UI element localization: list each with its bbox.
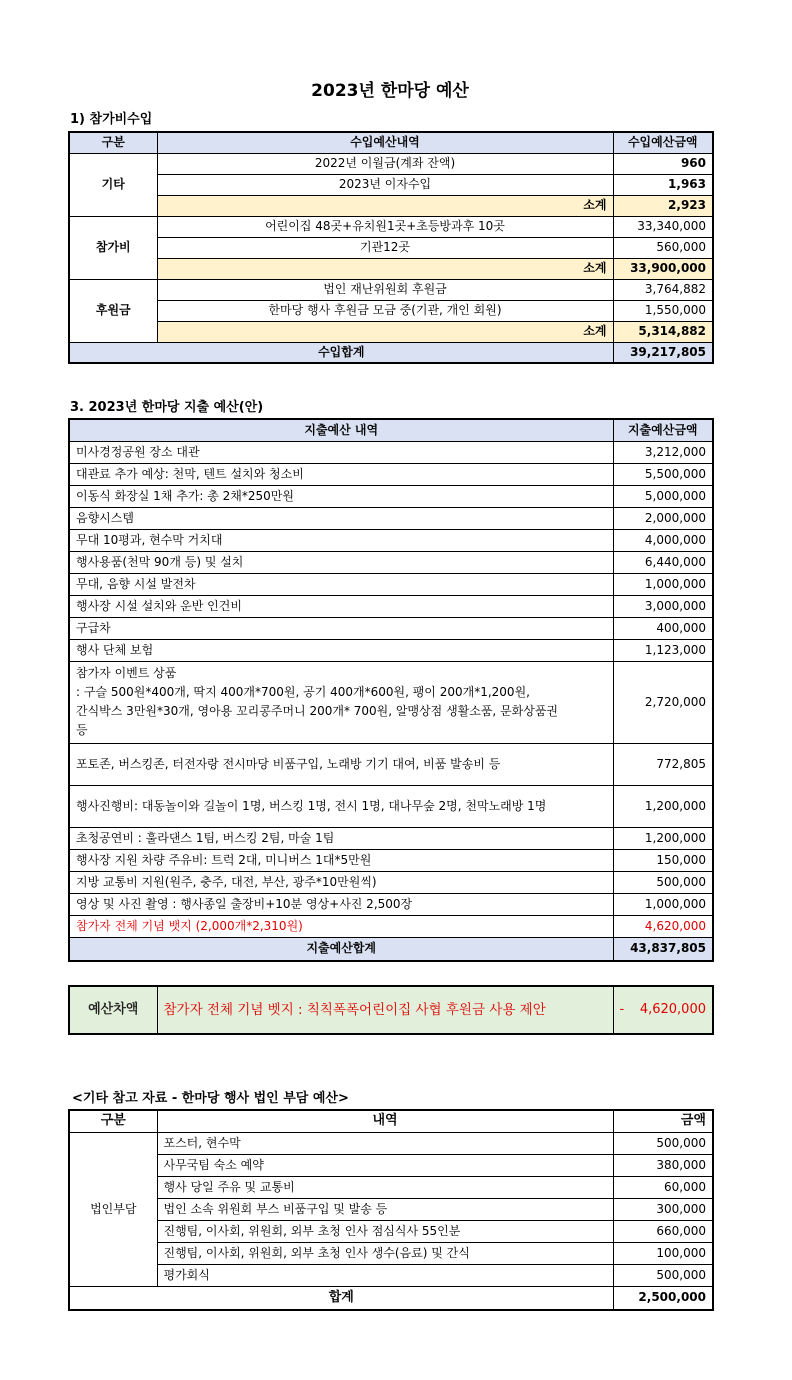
expense-table — [68, 418, 714, 962]
expense-desc: 행사진행비: 대동놀이와 길놀이 1명, 버스킹 1명, 전시 1명, 대나무숲 2명, 천막노래방 1명 — [69, 785, 613, 827]
table-row — [69, 507, 713, 529]
income-amount: 33,340,000 — [613, 216, 713, 237]
expense-amount: 500,000 — [613, 871, 713, 893]
table-row — [69, 1154, 713, 1176]
expense-desc: 참가자 전체 기념 뱃지 (2,000개*2,310원) — [69, 915, 613, 937]
table-row — [69, 573, 713, 595]
subtotal-label: 소계 — [157, 258, 613, 279]
corporate-amount: 380,000 — [613, 1154, 713, 1176]
expense-desc-line: : 구슬 500원*400개, 딱지 400개*700원, 공기 400개*600원, 팽이 200개*1,200원, — [76, 685, 530, 699]
table-row — [69, 595, 713, 617]
expense-amount: 400,000 — [613, 617, 713, 639]
expense-amount: 2,720,000 — [613, 661, 713, 743]
expense-desc: 이동식 화장실 1채 추가: 총 2채*250만원 — [69, 485, 613, 507]
corporate-desc: 진행팀, 이사회, 위원회, 외부 초청 인사 점심식사 55인분 — [157, 1220, 613, 1242]
expense-amount: 3,000,000 — [613, 595, 713, 617]
expense-desc-line: 간식박스 3만원*30개, 영아용 꼬리콩주머니 200개* 700원, 알맹상점 생활소품, 문화상품권 — [76, 704, 559, 718]
income-heading: 1) 참가비수입 — [70, 112, 153, 127]
difference-amount: 4,620,000 — [639, 1001, 706, 1017]
table-row — [69, 743, 713, 785]
income-desc: 2023년 이자수입 — [157, 174, 613, 195]
income-desc: 법인 재난위원회 후원금 — [157, 279, 613, 300]
expense-amount: 1,123,000 — [613, 639, 713, 661]
difference-label: 예산차액 — [69, 986, 157, 1034]
corporate-header-category: 구분 — [69, 1110, 157, 1132]
corporate-desc: 행사 당일 주유 및 교통비 — [157, 1176, 613, 1198]
expense-desc — [69, 661, 613, 743]
table-row — [69, 300, 713, 321]
expense-amount: 4,620,000 — [613, 915, 713, 937]
page-title: 2023년 한마당 예산 — [311, 81, 469, 101]
expense-header-desc: 지출예산 내역 — [69, 419, 613, 441]
subtotal-amount: 33,900,000 — [613, 258, 713, 279]
expense-header-amount: 지출예산금액 — [613, 419, 713, 441]
expense-amount: 772,805 — [613, 743, 713, 785]
corporate-header-amount: 금액 — [613, 1110, 713, 1132]
expense-desc: 음향시스템 — [69, 507, 613, 529]
subtotal-row — [69, 258, 713, 279]
expense-amount: 4,000,000 — [613, 529, 713, 551]
expense-desc: 행사용품(천막 90개 등) 및 설치 — [69, 551, 613, 573]
income-amount: 1,550,000 — [613, 300, 713, 321]
expense-desc: 미사경정공원 장소 대관 — [69, 441, 613, 463]
subtotal-amount: 2,923 — [613, 195, 713, 216]
table-row — [69, 1198, 713, 1220]
table-row — [69, 1132, 713, 1154]
table-row — [69, 529, 713, 551]
table-row — [69, 1242, 713, 1264]
income-amount: 1,963 — [613, 174, 713, 195]
difference-table — [68, 985, 714, 1035]
expense-total-label: 지출예산합계 — [69, 937, 613, 961]
table-row — [69, 279, 713, 300]
expense-desc-line: 참가자 이벤트 상품 — [76, 666, 177, 680]
corporate-total-row — [69, 1286, 713, 1310]
expense-desc: 초청공연비 : 훌라댄스 1팀, 버스킹 2팀, 마술 1팀 — [69, 827, 613, 849]
table-row — [69, 237, 713, 258]
table-row — [69, 785, 713, 827]
subtotal-label: 소계 — [157, 195, 613, 216]
income-table — [68, 131, 714, 364]
table-row — [69, 551, 713, 573]
corporate-desc: 진행팀, 이사회, 위원회, 외부 초청 인사 생수(음료) 및 간식 — [157, 1242, 613, 1264]
subtotal-label: 소계 — [157, 321, 613, 342]
expense-amount: 3,212,000 — [613, 441, 713, 463]
table-row — [69, 174, 713, 195]
expense-heading: 3. 2023년 한마당 지출 예산(안) — [70, 400, 264, 415]
subtotal-amount: 5,314,882 — [613, 321, 713, 342]
expense-amount: 5,500,000 — [613, 463, 713, 485]
income-amount: 960 — [613, 153, 713, 174]
table-row — [69, 661, 713, 743]
corporate-amount: 500,000 — [613, 1264, 713, 1286]
income-total-amount: 39,217,805 — [613, 342, 713, 363]
income-total-row — [69, 342, 713, 363]
income-category: 후원금 — [69, 279, 157, 342]
income-amount: 3,764,882 — [613, 279, 713, 300]
income-header-amount: 수입예산금액 — [613, 132, 713, 153]
table-row — [69, 1264, 713, 1286]
income-header-desc: 수입예산내역 — [157, 132, 613, 153]
expense-desc: 대관료 추가 예상: 천막, 텐트 설치와 청소비 — [69, 463, 613, 485]
corporate-amount: 300,000 — [613, 1198, 713, 1220]
corporate-amount: 60,000 — [613, 1176, 713, 1198]
expense-desc: 구급차 — [69, 617, 613, 639]
difference-sign: - — [619, 1001, 625, 1017]
expense-desc: 포토존, 버스킹존, 터전자랑 전시마당 비품구입, 노래방 기기 대여, 비품 발송비 등 — [69, 743, 613, 785]
income-category: 기타 — [69, 153, 157, 216]
table-row — [69, 871, 713, 893]
income-desc: 기관12곳 — [157, 237, 613, 258]
table-row — [69, 153, 713, 174]
table-row — [69, 849, 713, 871]
expense-amount: 1,000,000 — [613, 893, 713, 915]
table-row — [69, 216, 713, 237]
expense-amount: 6,440,000 — [613, 551, 713, 573]
expense-desc-line: 등 — [76, 723, 88, 737]
table-row — [69, 485, 713, 507]
table-row — [69, 1220, 713, 1242]
corporate-total-label: 합계 — [69, 1286, 613, 1310]
corporate-desc: 평가회식 — [157, 1264, 613, 1286]
corporate-table — [68, 1109, 714, 1311]
income-header-category: 구분 — [69, 132, 157, 153]
corporate-desc: 포스터, 현수막 — [157, 1132, 613, 1154]
expense-amount: 1,000,000 — [613, 573, 713, 595]
income-amount: 560,000 — [613, 237, 713, 258]
expense-amount: 5,000,000 — [613, 485, 713, 507]
expense-desc: 행사장 지원 차량 주유비: 트럭 2대, 미니버스 1대*5만원 — [69, 849, 613, 871]
expense-amount: 2,000,000 — [613, 507, 713, 529]
expense-amount: 150,000 — [613, 849, 713, 871]
corporate-desc: 사무국팀 숙소 예약 — [157, 1154, 613, 1176]
table-row — [69, 441, 713, 463]
expense-amount: 1,200,000 — [613, 785, 713, 827]
corporate-header-row — [69, 1110, 713, 1132]
expense-desc: 행사 단체 보험 — [69, 639, 613, 661]
corporate-amount: 660,000 — [613, 1220, 713, 1242]
expense-amount: 1,200,000 — [613, 827, 713, 849]
subtotal-row — [69, 195, 713, 216]
corporate-total-amount: 2,500,000 — [613, 1286, 713, 1310]
table-row — [69, 893, 713, 915]
corporate-category: 법인부담 — [69, 1132, 157, 1286]
corporate-amount: 500,000 — [613, 1132, 713, 1154]
corporate-desc: 법인 소속 위원회 부스 비품구입 및 발송 등 — [157, 1198, 613, 1220]
table-row — [69, 1176, 713, 1198]
table-row — [69, 915, 713, 937]
corporate-amount: 100,000 — [613, 1242, 713, 1264]
difference-amount-cell — [613, 986, 713, 1034]
table-row — [69, 827, 713, 849]
expense-desc: 무대, 음향 시설 발전차 — [69, 573, 613, 595]
table-row — [69, 617, 713, 639]
difference-desc: 참가자 전체 기념 벳지 : 칙칙폭폭어린이집 사협 후원금 사용 제안 — [157, 986, 613, 1034]
income-desc: 2022년 이월금(계좌 잔액) — [157, 153, 613, 174]
expense-total-amount: 43,837,805 — [613, 937, 713, 961]
subtotal-row — [69, 321, 713, 342]
expense-desc: 영상 및 사진 촬영 : 행사종일 출장비+10분 영상+사진 2,500장 — [69, 893, 613, 915]
income-category: 참가비 — [69, 216, 157, 279]
corporate-header-desc: 내역 — [157, 1110, 613, 1132]
income-desc: 어린이집 48곳+유치원1곳+초등방과후 10곳 — [157, 216, 613, 237]
income-desc: 한마당 행사 후원금 모금 중(기관, 개인 회원) — [157, 300, 613, 321]
table-row — [69, 639, 713, 661]
expense-desc: 지방 교통비 지원(원주, 충주, 대전, 부산, 광주*10만원씩) — [69, 871, 613, 893]
expense-desc: 행사장 시설 설치와 운반 인건비 — [69, 595, 613, 617]
corporate-heading: <기타 참고 자료 - 한마당 행사 법인 부담 예산> — [72, 1091, 349, 1106]
expense-total-row — [69, 937, 713, 961]
table-row — [69, 463, 713, 485]
expense-desc: 무대 10평과, 현수막 거치대 — [69, 529, 613, 551]
income-total-label: 수입합계 — [69, 342, 613, 363]
